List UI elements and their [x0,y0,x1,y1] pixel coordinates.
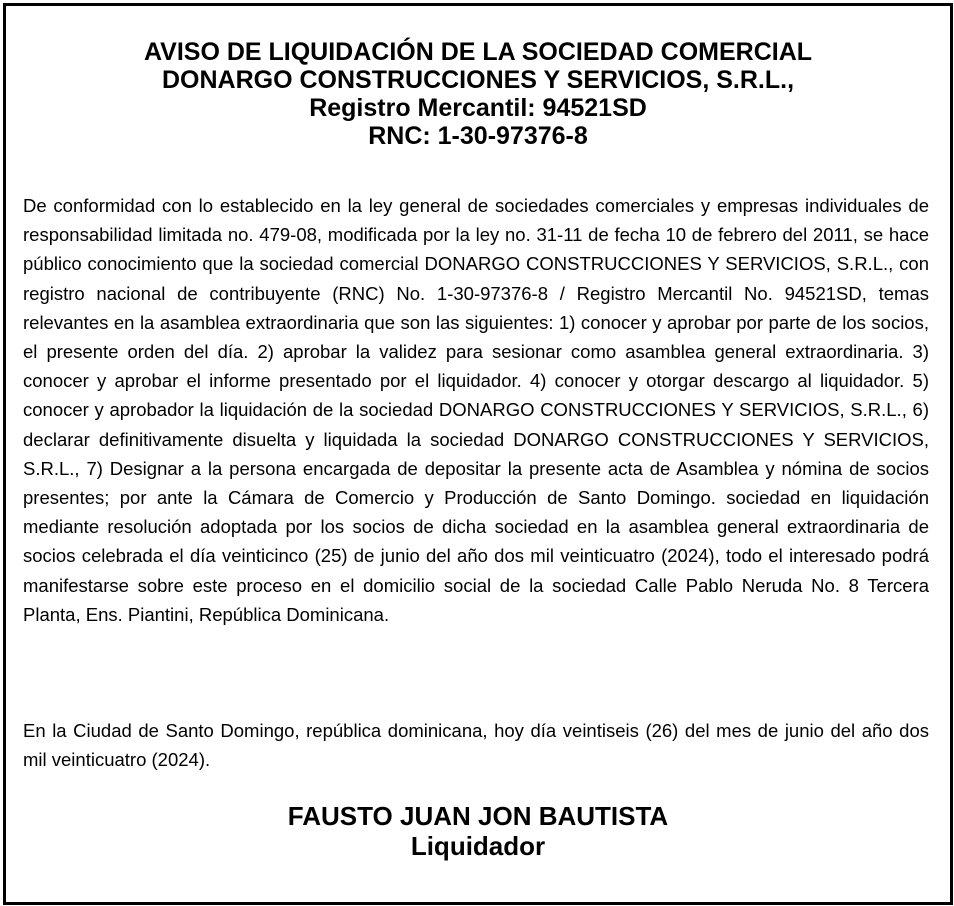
signatory-name: FAUSTO JUAN JON BAUTISTA [287,801,669,831]
notice-body-paragraph: De conformidad con lo establecido en la ley general de sociedades comerciales y empresas individuales de responsabilidad limitada no. 479-08, modificada por la ley no. 31-11 de fecha 10 de febrero del 2011, se hace público conocimiento que la sociedad comercial DONARGO CONSTRUCCIONES Y SERVICIOS, S.R.L., con registro nacional de contribuyente (RNC) No. 1-30-97376-8 / Registro Mercantil No. 94521SD, temas relevantes en la asamblea extraordinaria que son las siguientes: 1) conocer y aprobar por parte de los socios, el presente orden del día. 2) aprobar la validez para sesionar como asamblea general extraordinaria. 3) conocer y aprobar el informe presentado por el liquidador. 4) conocer y otorgar descargo al liquidador. 5) conocer y aprobador la liquidación de la sociedad DONARGO CONSTRUCCIONES Y SERVICIOS, S.R.L., 6) declarar definitivamente disuelta y liquidada la sociedad DONARGO CONSTRUCCIONES Y SERVICIOS, S.R.L., 7) Designar a la persona encargada de depositar la presente acta de Asamblea y nómina de socios presentes; por ante la Cámara de Comercio y Producción de Santo Domingo. sociedad en liquidación mediante resolución adoptada por los socios de dicha sociedad en la asamblea general extraordinaria de socios celebrada el día veinticinco (25) de junio del año dos mil veinticuatro (2024), todo el interesado podrá manifestarse sobre este proceso en el domicilio social de la sociedad Calle Pablo Neruda No. 8 Tercera Planta, Ens. Piantini, República Dominicana. [23,195,929,625]
signature-block [6,801,950,861]
notice-frame [3,3,953,905]
notice-header [6,38,950,150]
signatory-role: Liquidador [410,831,546,861]
rnc-number: RNC: 1-30-97376-8 [368,122,588,150]
notice-title-line-1: AVISO DE LIQUIDACIÓN DE LA SOCIEDAD COMERCIAL [143,38,813,66]
notice-title-line-2: DONARGO CONSTRUCCIONES Y SERVICIOS, S.R.L., [161,66,795,94]
notice-date-paragraph: En la Ciudad de Santo Domingo, república dominicana, hoy día veintiseis (26) del mes de junio del año dos mil veinticuatro (2024). [23,720,929,771]
registro-mercantil: Registro Mercantil: 94521SD [309,94,647,122]
